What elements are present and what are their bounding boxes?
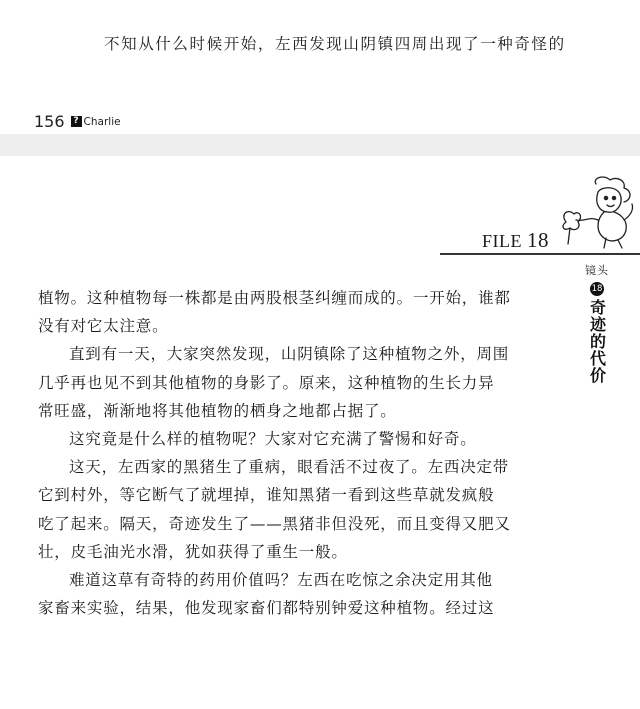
text-line: 这究竟是什么样的植物呢？大家对它充满了警惕和好奇。	[69, 430, 477, 449]
chapter-number-badge: 18	[591, 284, 603, 294]
charlie-logo-icon: ?	[71, 116, 82, 127]
text-line: 常旺盛，渐渐地将其他植物的栖身之地都占据了。	[38, 401, 397, 420]
series-name: Charlie	[83, 115, 121, 128]
text-line: 难道这草有奇特的药用价值吗？左西在吃惊之余决定用其他	[69, 571, 493, 590]
paragraph	[38, 284, 554, 340]
text-line: 它到村外，等它断气了就埋掉，谁知黑猪一看到这些草就发疯般	[38, 486, 495, 505]
file-label: FILE	[482, 231, 522, 251]
paragraph	[38, 453, 554, 566]
paragraph	[38, 425, 554, 453]
chapter-title: 奇迹的代价	[587, 299, 607, 384]
mascot-illustration	[552, 174, 636, 250]
page-number: 156	[34, 112, 65, 131]
text-line: 吃了起来。隔天，奇迹发生了——黑猪非但没死，而且变得又肥又	[38, 514, 511, 533]
text-line: 几乎再也见不到其他植物的身影了。原来，这种植物的生长力异	[38, 373, 495, 392]
text-line: 家畜来实验，结果，他发现家畜们都特别钟爱这种植物。经过这	[38, 599, 495, 618]
page-gap	[0, 134, 640, 156]
sidebar-label: 镜头	[585, 264, 609, 277]
file-header	[482, 228, 549, 253]
text-line: 没有对它太注意。	[38, 317, 169, 336]
text-line: 植物。这种植物每一株都是由两股根茎纠缠而成的。一开始，谁都	[38, 289, 511, 307]
page-footer	[34, 112, 121, 131]
header-rule	[440, 253, 640, 255]
previous-page-bottom	[0, 0, 640, 134]
paragraph	[38, 340, 554, 425]
body-text	[38, 284, 554, 622]
text-line: 壮，皮毛油光水滑，犹如获得了重生一般。	[38, 542, 348, 561]
text-line: 这天，左西家的黑猪生了重病，眼看活不过夜了。左西决定带	[69, 458, 510, 477]
text-line: 直到有一天，大家突然发现，山阴镇除了这种植物之外，周围	[69, 345, 510, 364]
file-number: 18	[527, 228, 549, 252]
previous-page-last-line: 不知从什么时候开始，左西发现山阴镇四周出现了一种奇怪的	[104, 35, 566, 53]
paragraph	[38, 566, 554, 622]
chapter-sidebar	[582, 262, 612, 384]
